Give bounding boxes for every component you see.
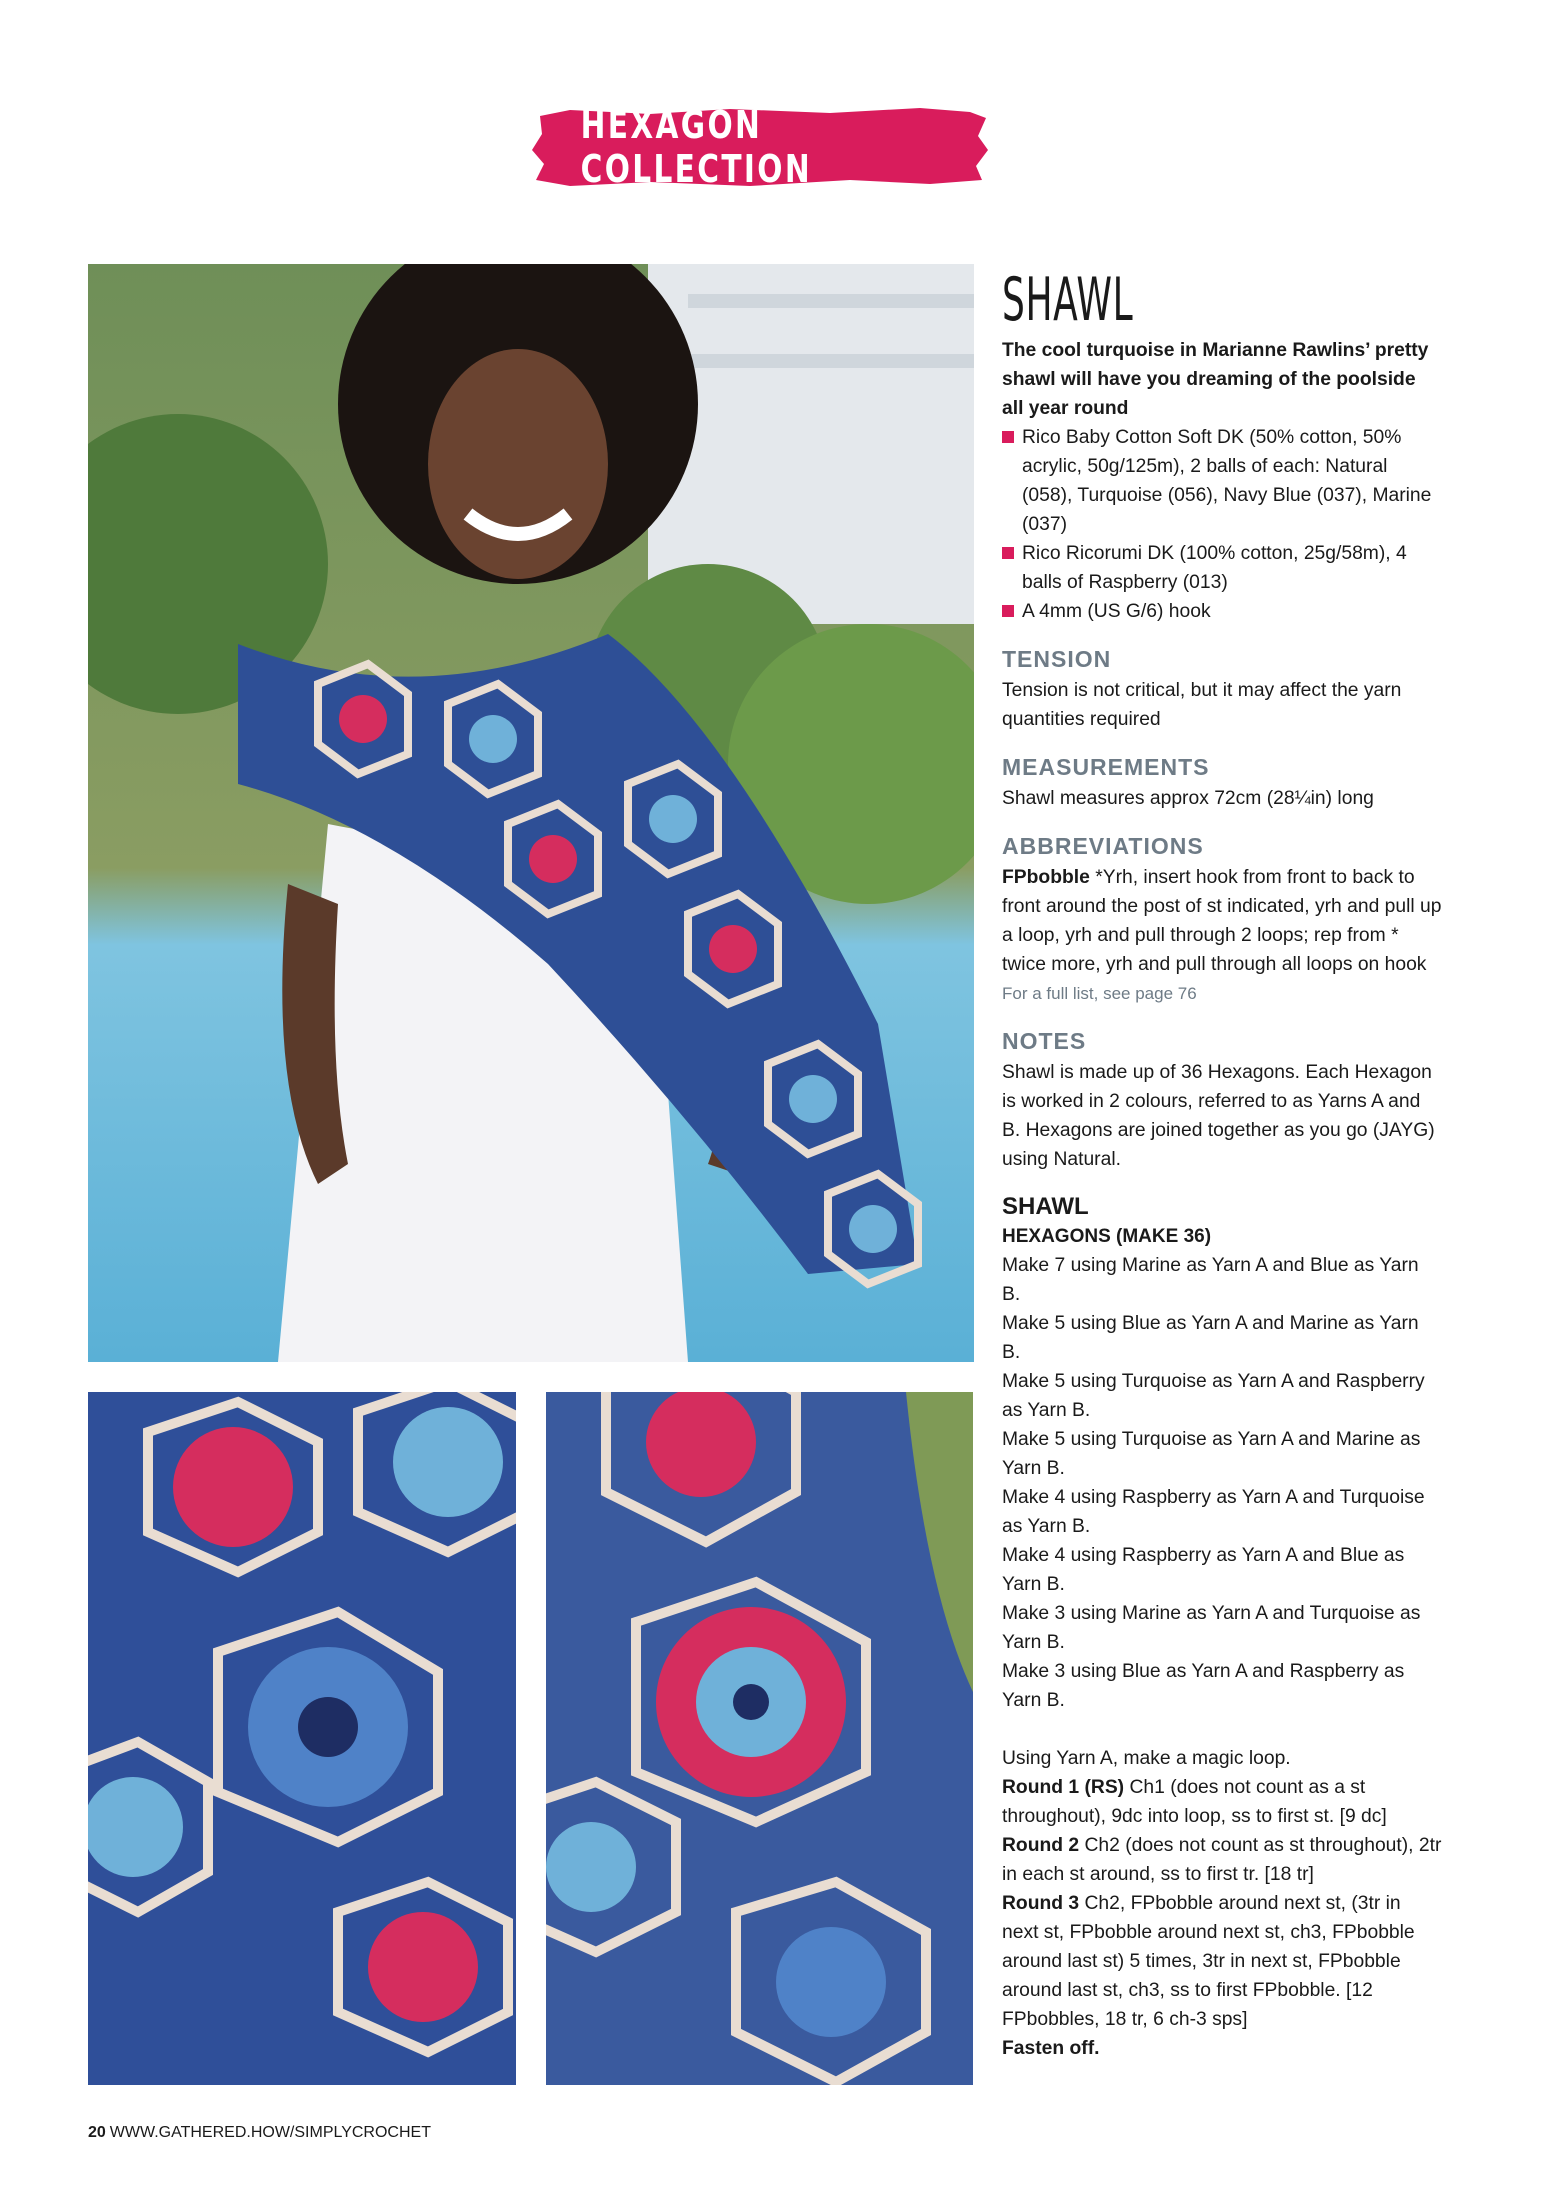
round-instruction [1002, 1889, 1442, 2034]
intro-text: The cool turquoise in Marianne Rawlins’ pretty shawl will have you dreaming of the poolside all year round [1002, 340, 1429, 419]
hexagons-subheading: HEXAGONS (MAKE 36) [1002, 1226, 1212, 1247]
round-text: Ch2, FPbobble around next st, (3tr in next st, FPbobble around next st, ch3, FPbobble around last st) 5 times, 3tr in next st, FPbobble around last st, ch3, ss to first FPbobble. [12 FPbobbles, 18 tr, 6 ch-3 sps] [1002, 1893, 1415, 2030]
abbreviation-entry [1002, 863, 1442, 979]
tension-text: Tension is not critical, but it may affect the yarn quantities required [1002, 680, 1402, 730]
abbreviations-heading: ABBREVIATIONS [1002, 833, 1204, 859]
round-label: Round 1 (RS) [1002, 1777, 1125, 1798]
abbreviations-note: For a full list, see page 76 [1002, 984, 1197, 1003]
list-item: Make 4 using Raspberry as Yarn A and Blue as Yarn B. [1002, 1545, 1405, 1595]
page-title: SHAWL [1002, 265, 1134, 335]
round-label: Round 2 [1002, 1835, 1080, 1856]
list-item: Make 7 using Marine as Yarn A and Blue as Yarn B. [1002, 1255, 1419, 1305]
materials-list [1002, 423, 1442, 626]
tension-heading: TENSION [1002, 646, 1112, 672]
list-item: A 4mm (US G/6) hook [1002, 597, 1442, 626]
list-item: Rico Ricorumi DK (100% cotton, 25g/58m), 4 balls of Raspberry (013) [1002, 539, 1442, 597]
fasten-off-instruction: Fasten off. [1002, 2038, 1100, 2059]
round-text: Ch1 (does not count as a st throughout), 9dc into loop, ss to first st. [9 dc] [1002, 1777, 1387, 1827]
footer-url: WWW.GATHERED.HOW/SIMPLYCROCHET [109, 2124, 431, 2141]
round-text: Ch2 (does not count as st throughout), 2tr in each st around, ss to first tr. [18 tr] [1002, 1835, 1442, 1885]
page-footer [88, 2124, 431, 2142]
round-instruction [1002, 1831, 1442, 1889]
measurements-heading: MEASUREMENTS [1002, 754, 1210, 780]
banner-title: HEXAGON COLLECTION [580, 103, 812, 191]
list-item: Make 5 using Turquoise as Yarn A and Marine as Yarn B. [1002, 1429, 1421, 1479]
start-instruction: Using Yarn A, make a magic loop. [1002, 1748, 1291, 1769]
detail-photo-left [88, 1392, 516, 2085]
notes-heading: NOTES [1002, 1028, 1087, 1054]
pattern-text-column [1002, 266, 1442, 2063]
round-label: Round 3 [1002, 1893, 1080, 1914]
abbreviation-definition: *Yrh, insert hook from front to back to front around the post of st indicated, yrh and pull up a loop, yrh and pull through 2 loops; rep from * twice more, yrh and pull through all loops on hook [1002, 867, 1442, 975]
main-photo [88, 264, 974, 1362]
notes-text: Shawl is made up of 36 Hexagons. Each Hexagon is worked in 2 colours, referred to as Yarns A and B. Hexagons are joined together as you go (JAYG) using Natural. [1002, 1062, 1435, 1170]
list-item: Make 5 using Turquoise as Yarn A and Raspberry as Yarn B. [1002, 1371, 1425, 1421]
measurements-text: Shawl measures approx 72cm (28¼in) long [1002, 788, 1374, 809]
list-item: Rico Baby Cotton Soft DK (50% cotton, 50% acrylic, 50g/125m), 2 balls of each: Natural (058), Turquoise (056), Navy Blue (037), Marine (037) [1002, 423, 1442, 539]
section-banner [530, 103, 990, 191]
list-item: Make 3 using Marine as Yarn A and Turquoise as Yarn B. [1002, 1603, 1421, 1653]
list-item: Make 4 using Raspberry as Yarn A and Turquoise as Yarn B. [1002, 1487, 1425, 1537]
round-instruction [1002, 1773, 1442, 1831]
shawl-heading: SHAWL [1002, 1193, 1089, 1220]
page-number: 20 [88, 2124, 106, 2141]
detail-photo-right [546, 1392, 973, 2085]
list-item: Make 5 using Blue as Yarn A and Marine as Yarn B. [1002, 1313, 1419, 1363]
list-item: Make 3 using Blue as Yarn A and Raspberry as Yarn B. [1002, 1661, 1405, 1711]
abbreviation-term: FPbobble [1002, 867, 1090, 888]
